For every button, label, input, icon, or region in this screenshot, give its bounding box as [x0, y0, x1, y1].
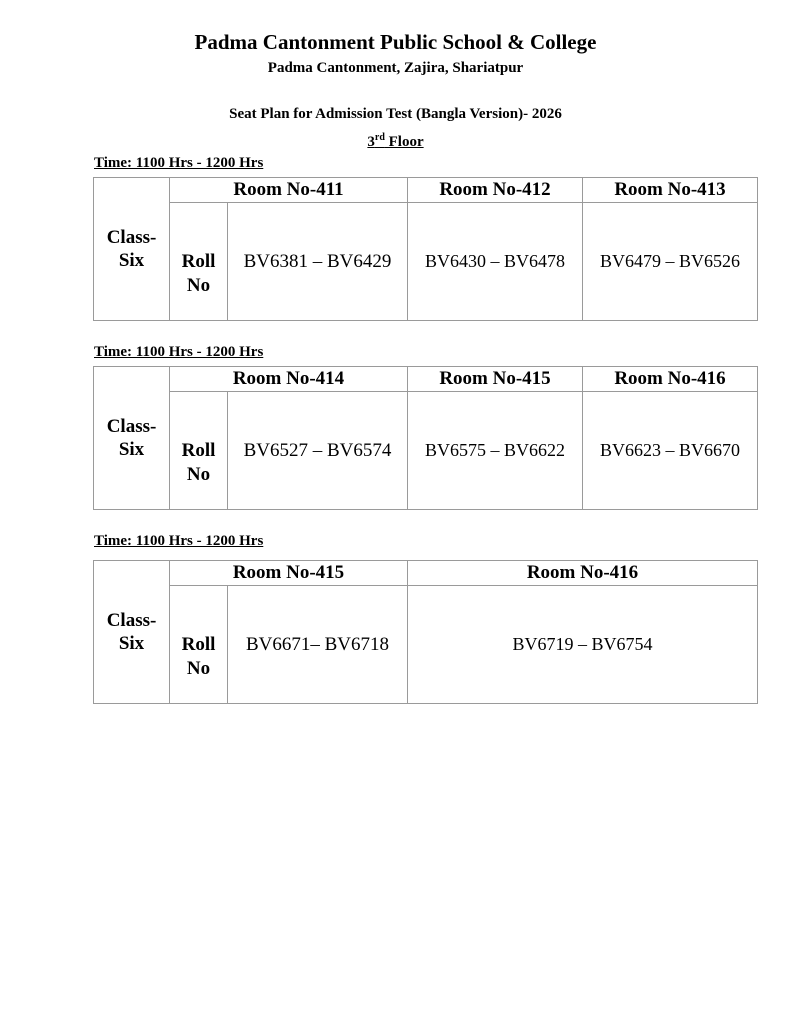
section-3-time: Time: 1100 Hrs - 1200 Hrs: [94, 533, 264, 549]
room-header: Room No-416: [408, 561, 758, 586]
section-2-time: Time: 1100 Hrs - 1200 Hrs: [94, 344, 264, 360]
floor-label: [0, 132, 791, 151]
roll-range: BV6719 – BV6754: [408, 586, 758, 704]
roll-no-label: Roll No: [170, 586, 228, 704]
seat-table-2: [93, 366, 758, 510]
room-header: Room No-411: [170, 178, 408, 203]
roll-range: BV6575 – BV6622: [408, 392, 583, 510]
school-name: Padma Cantonment Public School & College: [194, 30, 597, 54]
seat-table-1: [93, 177, 758, 321]
room-header: Room No-413: [583, 178, 758, 203]
school-address: Padma Cantonment, Zajira, Shariatpur: [267, 60, 524, 76]
seat-plan-title: Seat Plan for Admission Test (Bangla Version)- 2026: [229, 106, 562, 122]
room-header: Room No-415: [170, 561, 408, 586]
seat-table-3: [93, 560, 758, 704]
roll-range: BV6381 – BV6429: [228, 203, 408, 321]
roll-range: BV6479 – BV6526: [583, 203, 758, 321]
roll-range: BV6527 – BV6574: [228, 392, 408, 510]
roll-range: BV6430 – BV6478: [408, 203, 583, 321]
class-cell: Class- Six: [94, 178, 170, 321]
roll-range: BV6623 – BV6670: [583, 392, 758, 510]
room-header: Room No-414: [170, 367, 408, 392]
class-cell: Class- Six: [94, 367, 170, 510]
class-cell: Class- Six: [94, 561, 170, 704]
section-1-time: Time: 1100 Hrs - 1200 Hrs: [94, 155, 264, 171]
room-header: Room No-416: [583, 367, 758, 392]
room-header: Room No-412: [408, 178, 583, 203]
roll-range: BV6671– BV6718: [228, 586, 408, 704]
floor-suffix: rd: [374, 132, 385, 143]
room-header: Room No-415: [408, 367, 583, 392]
floor-number: 3: [367, 134, 375, 150]
roll-no-label: Roll No: [170, 203, 228, 321]
floor-word: Floor: [384, 134, 424, 150]
roll-no-label: Roll No: [170, 392, 228, 510]
